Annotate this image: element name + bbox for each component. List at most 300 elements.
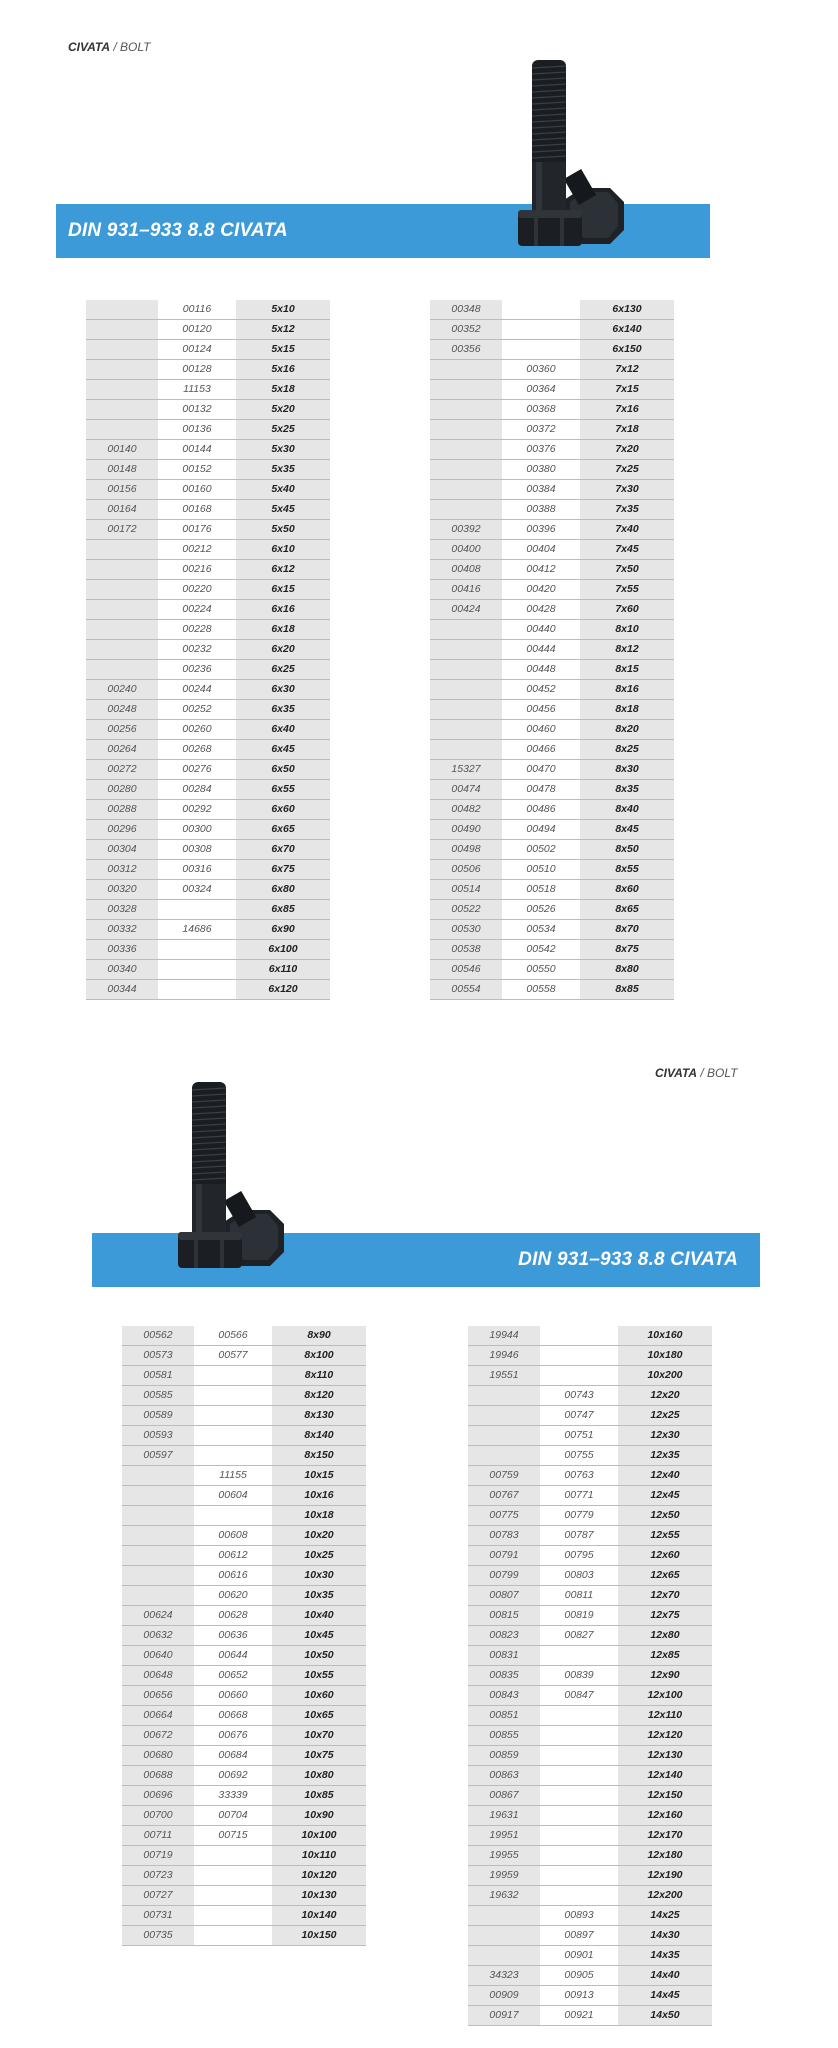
code-cell-primary: 00348	[430, 300, 502, 320]
code-cell-secondary: 00252	[158, 700, 236, 720]
code-cell-secondary: 00308	[158, 840, 236, 860]
code-cell-primary	[430, 620, 502, 640]
code-cell-secondary	[194, 1926, 272, 1946]
code-cell-secondary	[540, 1746, 618, 1766]
code-cell-primary	[86, 380, 158, 400]
code-cell-primary: 00867	[468, 1786, 540, 1806]
size-cell: 7x15	[580, 380, 674, 400]
code-cell-primary	[86, 660, 158, 680]
table-row	[468, 1326, 712, 1346]
banner-title: DIN 931–933 8.8 CIVATA	[68, 220, 288, 241]
table-row	[122, 1686, 366, 1706]
table-row	[430, 520, 674, 540]
table-row	[468, 1926, 712, 1946]
table-row	[430, 920, 674, 940]
table-row	[430, 320, 674, 340]
table-row	[430, 960, 674, 980]
code-cell-primary	[86, 420, 158, 440]
code-cell-secondary: 00628	[194, 1606, 272, 1626]
table-row	[122, 1826, 366, 1846]
code-cell-primary: 00140	[86, 440, 158, 460]
table-row	[122, 1406, 366, 1426]
size-cell: 10x130	[272, 1886, 366, 1906]
code-cell-secondary: 00518	[502, 880, 580, 900]
size-cell: 6x120	[236, 980, 330, 1000]
code-cell-primary: 00156	[86, 480, 158, 500]
code-cell-primary: 00791	[468, 1546, 540, 1566]
table-row	[430, 980, 674, 1000]
size-cell: 7x50	[580, 560, 674, 580]
table-row	[122, 1906, 366, 1926]
size-cell: 8x25	[580, 740, 674, 760]
code-cell-secondary: 00747	[540, 1406, 618, 1426]
table-row	[86, 320, 330, 340]
table-row	[468, 2006, 712, 2026]
code-cell-primary: 00328	[86, 900, 158, 920]
code-cell-primary	[468, 1386, 540, 1406]
table-row	[86, 340, 330, 360]
size-cell: 10x90	[272, 1806, 366, 1826]
table-row	[430, 540, 674, 560]
table-row	[430, 700, 674, 720]
size-cell: 10x16	[272, 1486, 366, 1506]
code-cell-secondary	[540, 1646, 618, 1666]
code-cell-secondary: 00292	[158, 800, 236, 820]
size-cell: 8x50	[580, 840, 674, 860]
code-cell-secondary: 00566	[194, 1326, 272, 1346]
size-cell: 8x55	[580, 860, 674, 880]
code-cell-secondary: 00232	[158, 640, 236, 660]
table-row	[468, 1566, 712, 1586]
code-cell-primary: 00909	[468, 1986, 540, 2006]
size-cell: 10x25	[272, 1546, 366, 1566]
code-cell-secondary: 00534	[502, 920, 580, 940]
code-cell-primary: 00538	[430, 940, 502, 960]
code-cell-secondary: 00116	[158, 300, 236, 320]
code-cell-secondary: 00228	[158, 620, 236, 640]
code-cell-secondary	[194, 1506, 272, 1526]
code-cell-secondary: 00526	[502, 900, 580, 920]
size-cell: 7x60	[580, 600, 674, 620]
size-cell: 8x18	[580, 700, 674, 720]
code-cell-secondary: 00168	[158, 500, 236, 520]
table-row	[122, 1426, 366, 1446]
size-cell: 10x70	[272, 1726, 366, 1746]
table-row	[468, 1886, 712, 1906]
table-row	[122, 1346, 366, 1366]
size-cell: 6x16	[236, 600, 330, 620]
code-cell-secondary: 00456	[502, 700, 580, 720]
size-cell: 12x110	[618, 1706, 712, 1726]
table-row	[468, 1646, 712, 1666]
code-cell-secondary: 00220	[158, 580, 236, 600]
code-cell-secondary: 00376	[502, 440, 580, 460]
code-cell-secondary: 00152	[158, 460, 236, 480]
code-cell-primary: 19631	[468, 1806, 540, 1826]
table-row	[122, 1666, 366, 1686]
size-cell: 6x30	[236, 680, 330, 700]
table-row	[86, 740, 330, 760]
table-row	[468, 1766, 712, 1786]
size-cell: 8x90	[272, 1326, 366, 1346]
size-cell: 8x10	[580, 620, 674, 640]
code-cell-secondary: 00388	[502, 500, 580, 520]
code-cell-secondary: 00604	[194, 1486, 272, 1506]
table-row	[86, 920, 330, 940]
code-cell-primary: 00256	[86, 720, 158, 740]
table-row	[122, 1326, 366, 1346]
size-cell: 10x75	[272, 1746, 366, 1766]
code-cell-primary: 00759	[468, 1466, 540, 1486]
code-cell-primary: 00320	[86, 880, 158, 900]
code-cell-primary: 00573	[122, 1346, 194, 1366]
size-cell: 6x40	[236, 720, 330, 740]
code-cell-primary: 00843	[468, 1686, 540, 1706]
code-cell-primary	[468, 1926, 540, 1946]
table-row	[86, 980, 330, 1000]
table-row	[468, 1466, 712, 1486]
table-row	[468, 1786, 712, 1806]
code-cell-secondary: 00324	[158, 880, 236, 900]
code-cell-primary: 00597	[122, 1446, 194, 1466]
code-cell-secondary: 00396	[502, 520, 580, 540]
code-cell-secondary	[194, 1886, 272, 1906]
size-cell: 12x170	[618, 1826, 712, 1846]
table-row	[122, 1446, 366, 1466]
table-row	[122, 1626, 366, 1646]
size-cell: 5x30	[236, 440, 330, 460]
code-cell-primary	[430, 420, 502, 440]
code-cell-secondary	[540, 1886, 618, 1906]
code-cell-primary: 19632	[468, 1886, 540, 1906]
size-cell: 12x40	[618, 1466, 712, 1486]
code-cell-primary: 00859	[468, 1746, 540, 1766]
size-cell: 8x65	[580, 900, 674, 920]
code-cell-secondary: 00440	[502, 620, 580, 640]
code-cell-primary	[430, 400, 502, 420]
table-row	[430, 580, 674, 600]
table-row	[430, 460, 674, 480]
table-row	[122, 1546, 366, 1566]
code-cell-primary: 00723	[122, 1866, 194, 1886]
table-row	[122, 1746, 366, 1766]
code-cell-secondary	[540, 1766, 618, 1786]
code-cell-secondary	[194, 1366, 272, 1386]
table-row	[122, 1926, 366, 1946]
table-row	[430, 880, 674, 900]
code-cell-secondary: 14686	[158, 920, 236, 940]
table-row	[468, 1506, 712, 1526]
size-cell: 10x35	[272, 1586, 366, 1606]
code-cell-primary: 00807	[468, 1586, 540, 1606]
code-cell-primary: 00400	[430, 540, 502, 560]
code-cell-secondary: 00466	[502, 740, 580, 760]
code-cell-secondary: 00360	[502, 360, 580, 380]
code-cell-primary: 00688	[122, 1766, 194, 1786]
code-cell-primary: 00680	[122, 1746, 194, 1766]
code-cell-secondary: 00676	[194, 1726, 272, 1746]
table-row	[430, 380, 674, 400]
size-cell: 10x80	[272, 1766, 366, 1786]
size-cell: 5x45	[236, 500, 330, 520]
size-cell: 6x25	[236, 660, 330, 680]
size-cell: 10x110	[272, 1846, 366, 1866]
size-cell: 10x30	[272, 1566, 366, 1586]
size-cell: 5x40	[236, 480, 330, 500]
size-cell: 12x180	[618, 1846, 712, 1866]
size-cell: 12x100	[618, 1686, 712, 1706]
size-cell: 6x18	[236, 620, 330, 640]
size-cell: 8x20	[580, 720, 674, 740]
code-cell-secondary	[540, 1706, 618, 1726]
size-cell: 10x20	[272, 1526, 366, 1546]
size-cell: 12x65	[618, 1566, 712, 1586]
code-cell-secondary: 00368	[502, 400, 580, 420]
code-cell-primary	[86, 540, 158, 560]
table-row	[86, 620, 330, 640]
code-cell-secondary: 00460	[502, 720, 580, 740]
table-row	[468, 1686, 712, 1706]
code-cell-primary	[122, 1466, 194, 1486]
code-cell-secondary: 00136	[158, 420, 236, 440]
code-cell-primary	[430, 640, 502, 660]
code-cell-secondary: 00300	[158, 820, 236, 840]
code-cell-primary: 15327	[430, 760, 502, 780]
table-row	[468, 1966, 712, 1986]
code-cell-primary	[122, 1546, 194, 1566]
table-row	[86, 660, 330, 680]
table-row	[86, 480, 330, 500]
code-cell-primary: 00336	[86, 940, 158, 960]
code-cell-secondary: 00428	[502, 600, 580, 620]
code-cell-secondary: 00124	[158, 340, 236, 360]
table-row	[86, 540, 330, 560]
table-row	[468, 1946, 712, 1966]
code-cell-primary	[122, 1526, 194, 1546]
size-cell: 14x45	[618, 1986, 712, 2006]
code-cell-secondary	[540, 1866, 618, 1886]
code-cell-primary	[430, 440, 502, 460]
table-row	[86, 780, 330, 800]
code-cell-secondary: 00921	[540, 2006, 618, 2026]
code-cell-primary: 19959	[468, 1866, 540, 1886]
table-row	[122, 1766, 366, 1786]
table-row	[86, 580, 330, 600]
code-cell-secondary	[540, 1806, 618, 1826]
size-cell: 6x20	[236, 640, 330, 660]
size-cell: 5x16	[236, 360, 330, 380]
table-row	[430, 300, 674, 320]
table-row	[122, 1706, 366, 1726]
size-cell: 12x190	[618, 1866, 712, 1886]
code-cell-secondary: 00364	[502, 380, 580, 400]
code-cell-secondary: 00847	[540, 1686, 618, 1706]
code-cell-primary: 00711	[122, 1826, 194, 1846]
table-row	[468, 1906, 712, 1926]
code-cell-secondary: 00644	[194, 1646, 272, 1666]
table-row	[468, 1446, 712, 1466]
category-label-sep: /	[697, 1066, 708, 1080]
code-cell-primary: 00332	[86, 920, 158, 940]
code-cell-secondary: 00819	[540, 1606, 618, 1626]
code-cell-primary	[430, 720, 502, 740]
code-cell-primary	[86, 620, 158, 640]
code-cell-primary: 00632	[122, 1626, 194, 1646]
code-cell-primary	[122, 1506, 194, 1526]
code-cell-primary: 00696	[122, 1786, 194, 1806]
code-cell-primary: 00164	[86, 500, 158, 520]
size-cell: 7x35	[580, 500, 674, 520]
code-cell-secondary: 00244	[158, 680, 236, 700]
code-cell-secondary: 00550	[502, 960, 580, 980]
table-row	[430, 340, 674, 360]
table-row	[430, 900, 674, 920]
code-cell-primary: 19951	[468, 1826, 540, 1846]
code-cell-secondary	[540, 1726, 618, 1746]
size-cell: 6x15	[236, 580, 330, 600]
code-cell-primary: 00264	[86, 740, 158, 760]
code-cell-secondary: 00380	[502, 460, 580, 480]
code-cell-secondary: 00901	[540, 1946, 618, 1966]
table-row	[430, 780, 674, 800]
code-cell-primary	[86, 360, 158, 380]
table-row	[86, 400, 330, 420]
size-cell: 5x25	[236, 420, 330, 440]
code-cell-secondary: 33339	[194, 1786, 272, 1806]
table-row	[122, 1506, 366, 1526]
table-row	[86, 800, 330, 820]
table-row	[430, 940, 674, 960]
size-cell: 7x30	[580, 480, 674, 500]
code-cell-secondary	[540, 1346, 618, 1366]
code-cell-primary: 00672	[122, 1726, 194, 1746]
table-row	[86, 440, 330, 460]
code-cell-secondary: 00827	[540, 1626, 618, 1646]
size-cell: 7x12	[580, 360, 674, 380]
code-cell-secondary	[158, 980, 236, 1000]
code-cell-secondary: 00452	[502, 680, 580, 700]
code-cell-secondary: 11153	[158, 380, 236, 400]
table-row	[122, 1726, 366, 1746]
code-cell-secondary: 00612	[194, 1546, 272, 1566]
category-label-1	[68, 40, 150, 54]
code-cell-primary	[468, 1406, 540, 1426]
code-cell-primary	[86, 340, 158, 360]
code-cell-secondary: 00913	[540, 1986, 618, 2006]
size-cell: 10x50	[272, 1646, 366, 1666]
table-row	[122, 1846, 366, 1866]
code-cell-secondary: 00448	[502, 660, 580, 680]
code-cell-secondary: 00260	[158, 720, 236, 740]
size-cell: 12x25	[618, 1406, 712, 1426]
code-cell-secondary	[194, 1386, 272, 1406]
code-cell-primary: 19944	[468, 1326, 540, 1346]
table-row	[86, 420, 330, 440]
size-table-page2-right	[468, 1326, 712, 2026]
size-cell: 10x15	[272, 1466, 366, 1486]
code-cell-primary: 00522	[430, 900, 502, 920]
code-cell-primary	[86, 320, 158, 340]
code-cell-primary: 00831	[468, 1646, 540, 1666]
code-cell-secondary: 00577	[194, 1346, 272, 1366]
code-cell-secondary: 00616	[194, 1566, 272, 1586]
code-cell-secondary	[540, 1366, 618, 1386]
code-cell-primary: 00148	[86, 460, 158, 480]
code-cell-secondary: 00636	[194, 1626, 272, 1646]
size-cell: 8x85	[580, 980, 674, 1000]
code-cell-secondary	[502, 300, 580, 320]
code-cell-secondary: 00743	[540, 1386, 618, 1406]
code-cell-primary	[430, 360, 502, 380]
size-cell: 8x35	[580, 780, 674, 800]
table-row	[86, 700, 330, 720]
code-cell-secondary: 00128	[158, 360, 236, 380]
code-cell-primary: 00731	[122, 1906, 194, 1926]
table-row	[122, 1526, 366, 1546]
size-cell: 12x35	[618, 1446, 712, 1466]
code-cell-primary	[468, 1906, 540, 1926]
code-cell-primary: 00344	[86, 980, 158, 1000]
table-row	[86, 680, 330, 700]
table-row	[430, 820, 674, 840]
size-cell: 10x55	[272, 1666, 366, 1686]
table-row	[430, 360, 674, 380]
size-cell: 8x130	[272, 1406, 366, 1426]
code-cell-primary: 00835	[468, 1666, 540, 1686]
code-cell-primary: 00304	[86, 840, 158, 860]
size-cell: 6x150	[580, 340, 674, 360]
table-row	[86, 640, 330, 660]
code-cell-primary: 00408	[430, 560, 502, 580]
code-cell-secondary: 00486	[502, 800, 580, 820]
code-cell-primary: 34323	[468, 1966, 540, 1986]
table-row	[86, 460, 330, 480]
size-cell: 12x55	[618, 1526, 712, 1546]
table-row	[430, 640, 674, 660]
code-cell-primary: 00917	[468, 2006, 540, 2026]
size-cell: 12x20	[618, 1386, 712, 1406]
size-cell: 12x80	[618, 1626, 712, 1646]
size-cell: 12x140	[618, 1766, 712, 1786]
code-cell-secondary: 00608	[194, 1526, 272, 1546]
code-cell-primary: 00640	[122, 1646, 194, 1666]
table-row	[430, 800, 674, 820]
category-label-sep: /	[110, 40, 121, 54]
category-label-light: BOLT	[120, 40, 151, 54]
code-cell-primary: 00424	[430, 600, 502, 620]
code-cell-primary: 00352	[430, 320, 502, 340]
code-cell-primary: 19946	[468, 1346, 540, 1366]
size-cell: 7x45	[580, 540, 674, 560]
code-cell-primary: 00312	[86, 860, 158, 880]
table-row	[86, 600, 330, 620]
bolt-icon	[172, 1074, 288, 1272]
size-cell: 8x140	[272, 1426, 366, 1446]
code-cell-primary	[468, 1946, 540, 1966]
size-cell: 12x130	[618, 1746, 712, 1766]
code-cell-primary	[430, 740, 502, 760]
code-cell-primary: 00474	[430, 780, 502, 800]
size-cell: 8x16	[580, 680, 674, 700]
size-cell: 10x85	[272, 1786, 366, 1806]
code-cell-primary: 00416	[430, 580, 502, 600]
code-cell-secondary: 00120	[158, 320, 236, 340]
table-row	[430, 560, 674, 580]
table-row	[122, 1866, 366, 1886]
table-row	[86, 380, 330, 400]
size-cell: 7x16	[580, 400, 674, 420]
code-cell-primary	[86, 560, 158, 580]
